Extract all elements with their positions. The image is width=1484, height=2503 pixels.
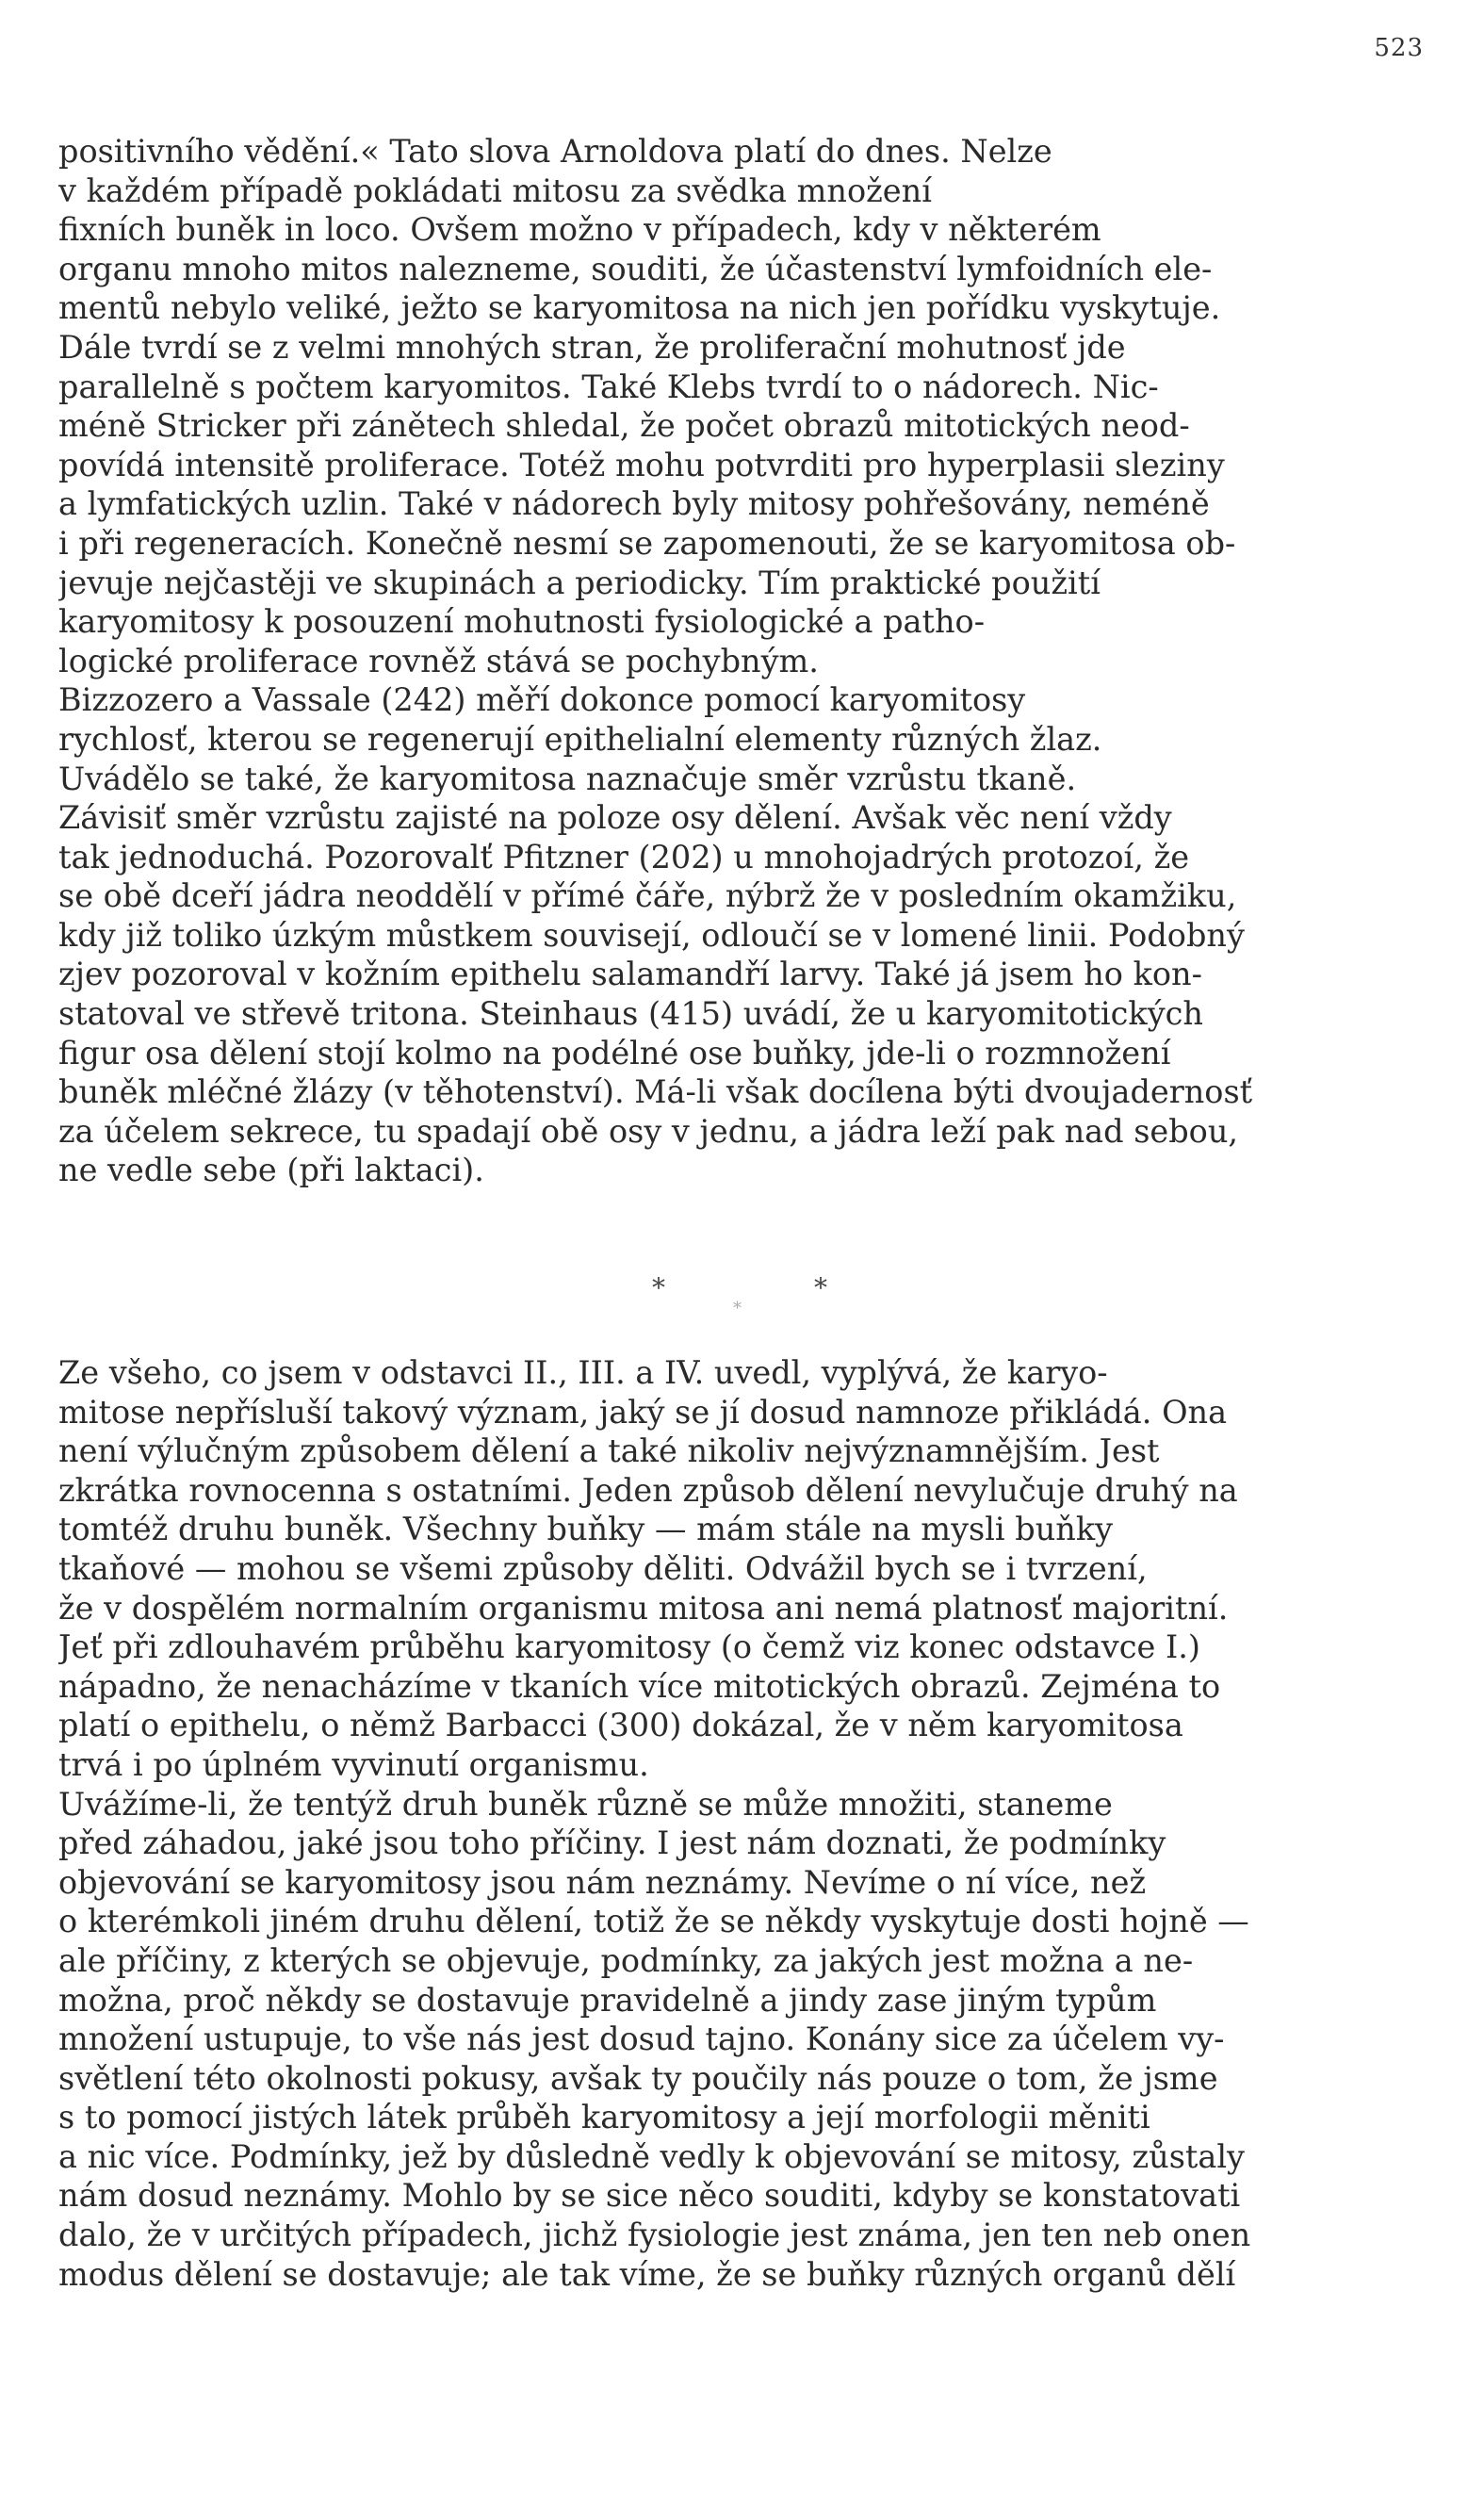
text-line: logické proliferace rovněž stává se pochybným. — [58, 642, 819, 679]
text-line: Uvádělo se také, že karyomitosa naznačuje směr vzrůstu tkaně. — [58, 760, 1077, 797]
text-line: za účelem sekrece, tu spadají obě osy v jednu, a jádra leží pak nad sebou, — [58, 1112, 1239, 1150]
text-line: že v dospělém normalním organismu mitosa ani nemá platnosť majoritní. — [58, 1589, 1229, 1627]
page-number: 523 — [1374, 34, 1424, 62]
text-line: Bizzozero a Vassale (242) měří dokonce pomocí karyomitosy — [58, 681, 1026, 719]
text-line: trvá i po úplném vyvinutí organismu. — [58, 1745, 649, 1783]
text-line: kdy již toliko úzkým můstkem souvisejí, odloučí se v lomené linii. Podobný — [58, 916, 1245, 954]
text-line: Závisiť směr vzrůstu zajisté na poloze osy dělení. Avšak věc není vždy — [58, 799, 1172, 837]
text-line: dalo, že v určitých případech, jichž fysiologie jest známa, jen ten neb onen — [58, 2217, 1251, 2254]
text-line: i při regeneracích. Konečně nesmí se zapomenouti, že se karyomitosa ob- — [58, 524, 1236, 562]
text-line: positivního vědění.« Tato slova Arnoldova platí do dnes. Nelze — [58, 133, 1052, 170]
section-separator — [0, 1265, 1484, 1321]
text-line: fixních buněk in loco. Ovšem možno v případech, kdy v některém — [58, 211, 1101, 249]
text-line: parallelně s počtem karyomitos. Také Klebs tvrdí to o nádorech. Nic- — [58, 368, 1159, 405]
text-line: možna, proč někdy se dostavuje pravidelně a jindy zase jiným typům — [58, 1981, 1157, 2019]
asterisk-left: * — [652, 1272, 665, 1303]
text-line: před záhadou, jaké jsou toho příčiny. I jest nám doznati, že podmínky — [58, 1824, 1166, 1862]
text-line: karyomitosy k posouzení mohutnosti fysiologické a patho- — [58, 603, 986, 641]
text-line: Ze všeho, co jsem v odstavci II., III. a IV. uvedl, vyplývá, že karyo- — [58, 1354, 1108, 1391]
asterisk-right: * — [814, 1272, 827, 1303]
text-line: povídá intensitě proliferace. Totéž mohu potvrditi pro hyperplasii sleziny — [58, 446, 1225, 483]
asterisk-center: * — [733, 1299, 742, 1318]
text-line: platí o epithelu, o němž Barbacci (300) dokázal, že v něm karyomitosa — [58, 1707, 1183, 1744]
text-line: v každém případě pokládati mitosu za svědka množení — [58, 172, 932, 209]
text-line: o kterémkoli jiném druhu dělení, totiž že se někdy vyskytuje dosti hojně — — [58, 1903, 1249, 1940]
text-line: statoval ve střevě tritona. Steinhaus (415) uvádí, že u karyomitotických — [58, 995, 1203, 1033]
text-line: rychlosť, kterou se regenerují epithelialní elementy různých žlaz. — [58, 720, 1102, 758]
text-line: tkaňové — mohou se všemi způsoby děliti. Odvážil bych se i tvrzení, — [58, 1549, 1148, 1587]
text-line: ne vedle sebe (při laktaci). — [58, 1152, 484, 1189]
text-line: organu mnoho mitos nalezneme, souditi, že účastenství lymfoidních ele- — [58, 250, 1213, 287]
text-line: se obě dceří jádra neoddělí v přímé čáře, nýbrž že v posledním okamžiku, — [58, 877, 1237, 915]
text-line: méně Stricker při zánětech shledal, že počet obrazů mitotických neod- — [58, 407, 1190, 445]
text-line: mitose nepřísluší takový význam, jaký se jí dosud namnoze přikládá. Ona — [58, 1393, 1228, 1431]
text-line: tomtéž druhu buněk. Všechny buňky — mám stále na mysli buňky — [58, 1511, 1114, 1548]
text-line: Uvážíme-li, že tentýž druh buněk různě se může množiti, staneme — [58, 1785, 1113, 1823]
text-line: s to pomocí jistých látek průběh karyomitosy a její morfologii měniti — [58, 2099, 1150, 2136]
text-line: figur osa dělení stojí kolmo na podélné ose buňky, jde-li o rozmnožení — [58, 1034, 1171, 1072]
text-line: světlení této okolnosti pokusy, avšak ty poučily nás pouze o tom, že jsme — [58, 2059, 1218, 2097]
text-line: jevuje nejčastěji ve skupinách a periodicky. Tím praktické použití — [58, 564, 1101, 601]
text-line: zkrátka rovnocenna s ostatními. Jeden způsob dělení nevylučuje druhý na — [58, 1471, 1238, 1509]
text-line: Jeť při zdlouhavém průběhu karyomitosy (o čemž viz konec odstavce I.) — [58, 1628, 1200, 1666]
text-line: mentů nebylo veliké, ježto se karyomitosa na nich jen pořídku vyskytuje. — [58, 289, 1221, 327]
text-line: a lymfatických uzlin. Také v nádorech byly mitosy pohřešovány, neméně — [58, 485, 1210, 523]
text-line: a nic více. Podmínky, jež by důsledně vedly k objevování se mitosy, zůstaly — [58, 2137, 1245, 2175]
text-line: nápadno, že nenacházíme v tkaních více mitotických obrazů. Zejména to — [58, 1667, 1221, 1705]
top-text-block — [58, 132, 1425, 1190]
text-line: buněk mléčné žlázy (v těhotenství). Má-li však docílena býti dvoujadernosť — [58, 1073, 1253, 1111]
text-line: objevování se karyomitosy jsou nám neznámy. Nevíme o ní více, než — [58, 1863, 1147, 1901]
text-line: tak jednoduchá. Pozorovalť Pfitzner (202) u mnohojadrých protozoí, že — [58, 838, 1190, 875]
text-line: není výlučným způsobem dělení a také nikoliv nejvýznamnějším. Jest — [58, 1432, 1160, 1470]
text-line: množení ustupuje, to vše nás jest dosud tajno. Konány sice za účelem vy- — [58, 2020, 1225, 2058]
text-line: ale příčiny, z kterých se objevuje, podmínky, za jakých jest možna a ne- — [58, 1941, 1194, 1979]
text-line: Dále tvrdí se z velmi mnohých stran, že proliferační mohutnosť jde — [58, 328, 1126, 366]
bottom-text-block — [58, 1353, 1425, 2294]
text-line: modus dělení se dostavuje; ale tak víme, že se buňky různých organů dělí — [58, 2255, 1236, 2293]
text-line: zjev pozoroval v kožním epithelu salamandří larvy. Také já jsem ho kon- — [58, 956, 1202, 993]
text-line: nám dosud neznámy. Mohlo by se sice něco souditi, kdyby se konstatovati — [58, 2177, 1241, 2215]
